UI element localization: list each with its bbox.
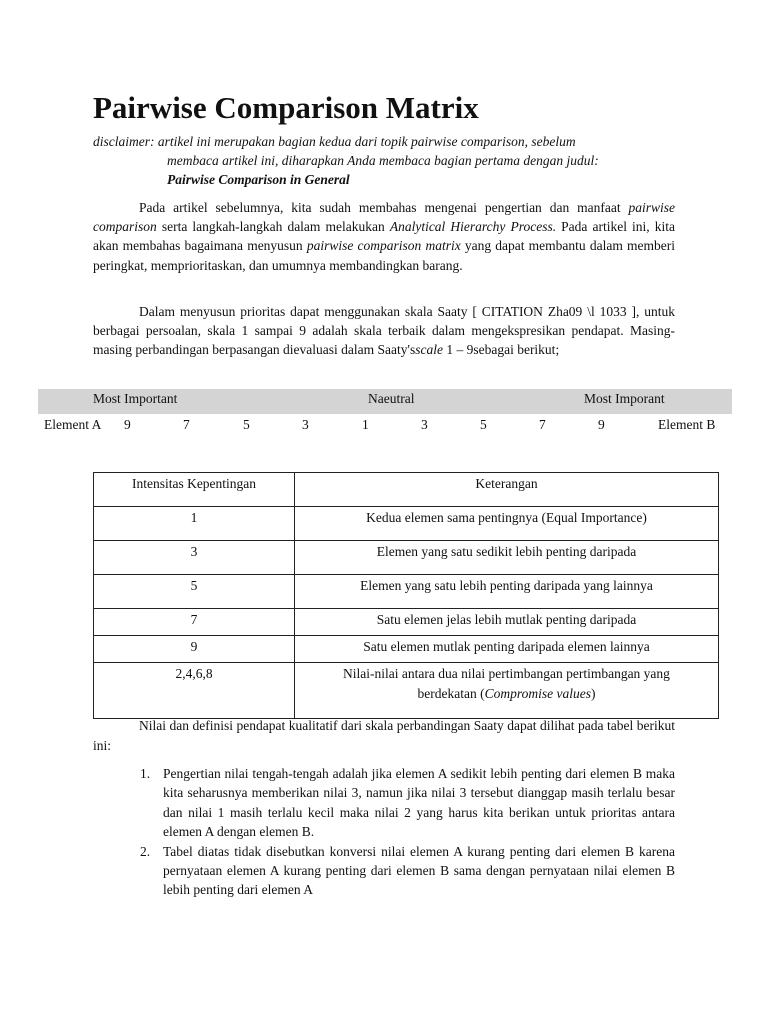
list-item: [140, 764, 675, 842]
disclaimer-link-title: Pairwise Comparison in General: [167, 172, 350, 187]
table-row: [94, 663, 719, 719]
table-cell-value: 1: [94, 507, 295, 541]
scale-label-neutral: Naeutral: [368, 391, 415, 406]
table-row: [94, 609, 719, 636]
table-cell-desc: Satu elemen mutlak penting daripada elemen lainnya: [295, 636, 719, 663]
list-item: [140, 842, 675, 900]
table-row: [94, 507, 719, 541]
scale-value: 9: [598, 417, 605, 432]
scale-value: 7: [539, 417, 546, 432]
table-cell-value: 2,4,6,8: [94, 663, 295, 719]
scale-value: 5: [480, 417, 487, 432]
list-text: Pengertian nilai tengah-tengah adalah jika elemen A sedikit lebih penting dari elemen B maka kita seharusnya memberikan nilai 3, namun jika nilai 3 tersebut dianggap masih terlalu besar dan nilai 1 masih terlalu kecil maka nilai 2 yang harus kita berikan untuk prioritas antara elemen A dengan elemen B.: [163, 766, 675, 840]
saaty-paragraph: Dalam menyusun prioritas dapat menggunakan skala Saaty [ CITATION Zha09 \l 1033 ], untuk berbagai persoalan, skala 1 sampai 9 adalah skala terbaik dalam mengekspresikan pendapat. Masing-masing perbandingan berpasangan dievaluasi dalam Saaty'sscale 1 – 9sebagai berikut;: [93, 304, 675, 358]
disclaimer-line: membaca artikel ini, diharapkan Anda membaca bagian pertama dengan judul:: [167, 153, 599, 168]
notes-list: [140, 764, 675, 900]
scale-element-a: Element A: [44, 417, 102, 432]
table-cell-desc: Satu elemen jelas lebih mutlak penting daripada: [295, 609, 719, 636]
intro-paragraph: Pada artikel sebelumnya, kita sudah membahas mengenai pengertian dan manfaat pairwise comparison serta langkah-langkah dalam melakukan Analytical Hierarchy Process. Pada artikel ini, kita akan membahas bagaimana menyusun pairwise comparison matrix yang dapat membantu dalam memberi peringkat, memprioritaskan, dan umumnya membandingkan barang.: [93, 200, 675, 273]
table-cell-desc: Kedua elemen sama pentingnya (Equal Importance): [295, 507, 719, 541]
table-row: [94, 636, 719, 663]
table-row: [94, 541, 719, 575]
table-cell-value: 7: [94, 609, 295, 636]
table-cell-desc: Nilai-nilai antara dua nilai pertimbangan pertimbangan yang berdekatan (Compromise values): [295, 663, 719, 719]
scale-value: 1: [362, 417, 369, 432]
table-header: Keterangan: [295, 473, 719, 507]
scale-value: 3: [421, 417, 428, 432]
scale-label-right: Most Imporant: [584, 391, 665, 406]
list-number: 1.: [140, 766, 151, 781]
scale-value: 3: [302, 417, 309, 432]
table-row: [94, 575, 719, 609]
table-header-row: [94, 473, 719, 507]
table-cell-desc: Elemen yang satu lebih penting daripada yang lainnya: [295, 575, 719, 609]
list-text: Tabel diatas tidak disebutkan konversi nilai elemen A kurang penting dari elemen B karena pernyataan elemen A kurang penting dari elemen B sama dengan pernyataan nilai elemen B lebih penting dari elemen A: [163, 843, 675, 898]
list-number: 2.: [140, 843, 151, 859]
table-cell-value: 5: [94, 575, 295, 609]
table-cell-value: 9: [94, 636, 295, 663]
scale-element-b: Element B: [658, 417, 716, 432]
scale-value: 7: [183, 417, 190, 432]
table-caption-paragraph: Nilai dan definisi pendapat kualitatif dari skala perbandingan Saaty dapat dilihat pada tabel berikut ini:: [93, 718, 675, 753]
scale-value: 9: [124, 417, 131, 432]
table-cell-desc: Elemen yang satu sedikit lebih penting daripada: [295, 541, 719, 575]
intensity-table: [93, 472, 719, 719]
disclaimer-line: disclaimer: artikel ini merupakan bagian kedua dari topik pairwise comparison, sebelum: [93, 134, 576, 149]
scale-label-left: Most Important: [93, 391, 178, 406]
page-title: Pairwise Comparison Matrix: [93, 90, 479, 125]
table-header: Intensitas Kepentingan: [94, 473, 295, 507]
disclaimer: [93, 132, 675, 189]
table-cell-value: 3: [94, 541, 295, 575]
scale-value: 5: [243, 417, 250, 432]
